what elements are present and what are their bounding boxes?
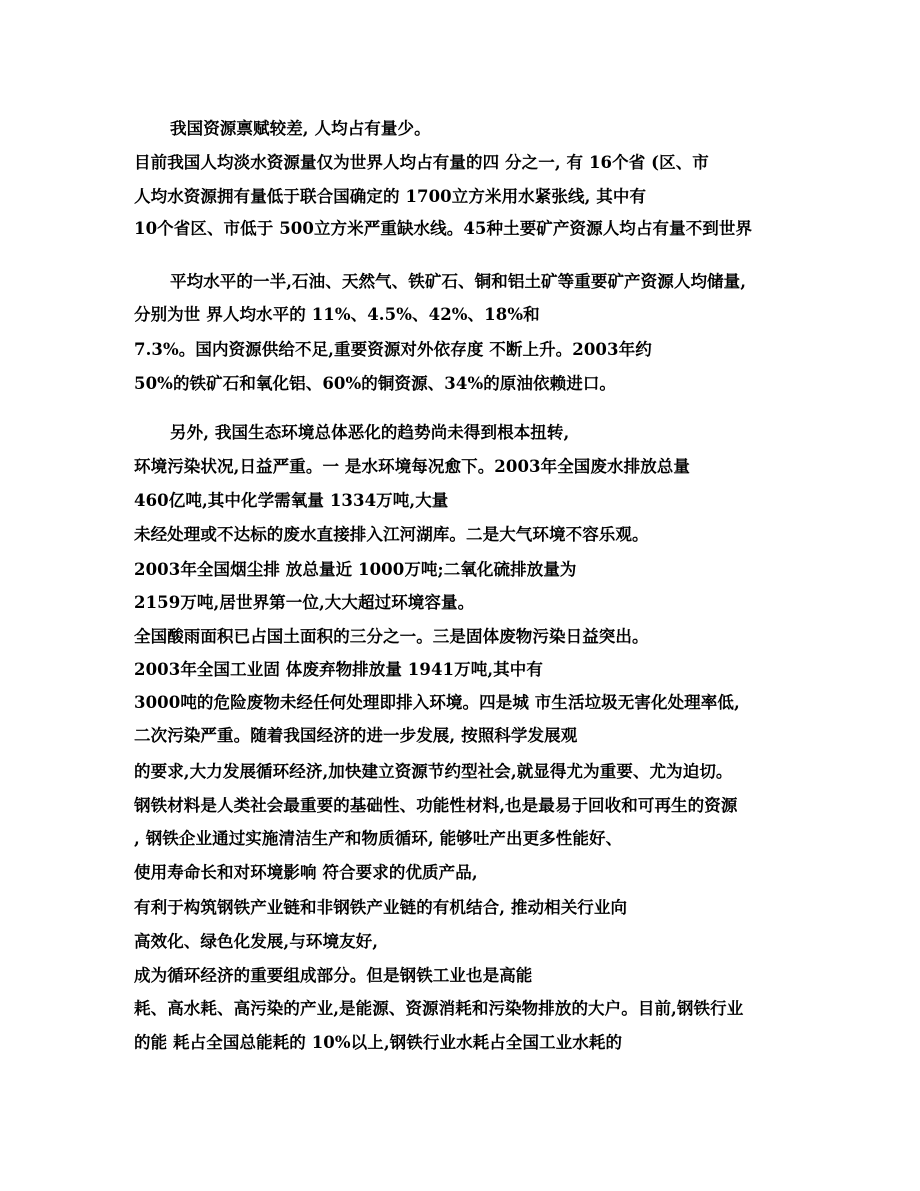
text-line: 全国酸雨面积已占国土面积的三分之一。三是固体废物污染日益突出。 [134,627,649,646]
text-line: 的要求,大力发展循环经济,加快建立资源节约型社会,就显得尤为重要、尤为迫切。 [134,762,733,781]
text-line: 钢铁材料是人类社会最重要的基础性、功能性材料,也是最易于回收和可再生的资源 [134,796,738,815]
text-line: 耗、高水耗、高污染的产业,是能源、资源消耗和污染物排放的大户。目前,钢铁行业 [134,999,744,1018]
text-line: 3000吨的危险废物未经任何处理即排入环境。四是城 市生活垃圾无害化处理率低, [134,693,740,712]
text-line: 460亿吨,其中化学需氧量 1334万吨,大量 [134,491,449,510]
text-line: 2003年全国工业固 体废弃物排放量 1941万吨,其中有 [134,660,543,679]
text-line: 目前我国人均淡水资源量仅为世界人均占有量的四 分之一, 有 16个省 (区、市 [134,153,709,172]
text-line: 平均水平的一半,石油、天然气、铁矿石、铜和铝土矿等重要矿产资源人均储量, [170,272,747,291]
text-line: 未经处理或不达标的废水直接排入江河湖库。二是大气环境不容乐观。 [134,525,649,544]
text-line: 2003年全国烟尘排 放总量近 1000万吨;二氧化硫排放量为 [134,560,577,579]
text-line: 分别为世 界人均水平的 11%、4.5%、42%、18%和 [134,305,540,324]
text-line: 高效化、绿色化发展,与环境友好, [134,932,379,951]
text-line: 我国资源禀赋较差, 人均占有量少。 [170,119,431,138]
text-line: 人均水资源拥有量低于联合国确定的 1700立方米用水紧张线, 其中有 [134,187,647,206]
text-line: 成为循环经济的重要组成部分。但是钢铁工业也是高能 [134,966,533,985]
text-line: 有利于构筑钢铁产业链和非钢铁产业链的有机结合, 推动相关行业向 [134,898,628,917]
text-line: 2159万吨,居世界第一位,大大超过环境容量。 [134,593,475,612]
text-line: 10个省区、市低于 500立方米严重缺水线。45种土要矿产资源人均占有量不到世界 [134,219,753,238]
text-line: 环境污染状况,日益严重。一 是水环境每况愈下。2003年全国废水排放总量 [134,457,691,476]
text-line: 50%的铁矿石和氧化铝、60%的铜资源、34%的原油依赖进口。 [134,374,617,393]
text-line: , 钢铁企业通过实施清洁生产和物质循环, 能够吐产出更多性能好、 [134,829,623,848]
text-line: 7.3%。国内资源供给不足,重要资源对外依存度 不断上升。2003年约 [134,340,652,359]
text-line: 二次污染严重。随着我国经济的进一步发展, 按照科学发展观 [134,726,578,745]
text-line: 使用寿命长和对环境影响 符合要求的优质产品, [134,863,478,882]
text-line: 的能 耗占全国总能耗的 10%以上,钢铁行业水耗占全国工业水耗的 [134,1033,623,1052]
text-line: 另外, 我国生态环境总体恶化的趋势尚未得到根本扭转, [170,423,570,442]
